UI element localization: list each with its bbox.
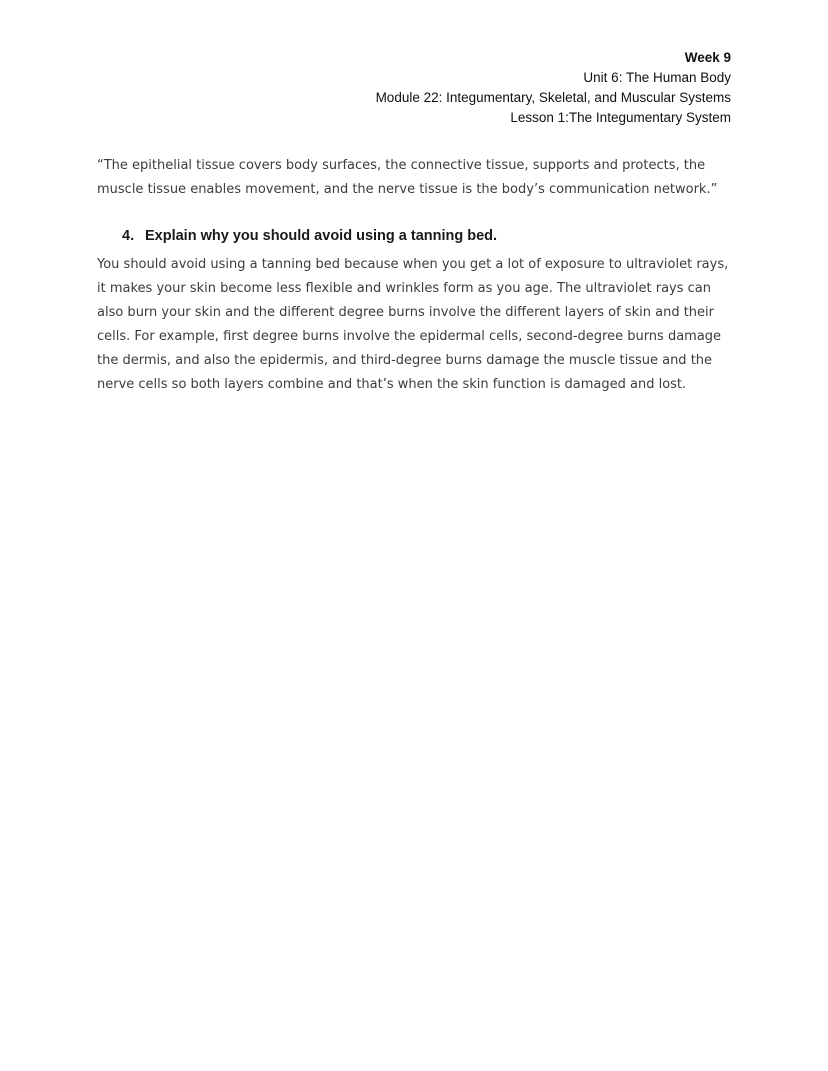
question-heading <box>97 226 731 247</box>
answer-paragraph: You should avoid using a tanning bed because when you get a lot of exposure to ultraviolet rays, it makes your skin become less flexible and wrinkles form as you age. The ultraviolet rays can also burn your skin and the different degree burns involve the different layers of skin and their cells. For example, first degree burns involve the epidermal cells, second-degree burns damage the dermis, and also the epidermis, and third-degree burns damage the muscle tissue and the nerve cells so both layers combine and that’s when the skin function is damaged and lost. <box>97 257 729 392</box>
quote-paragraph: “The epithelial tissue covers body surfaces, the connective tissue, supports and protects, the muscle tissue enables movement, and the nerve tissue is the body’s communication network.” <box>97 158 718 197</box>
header-module: Module 22: Integumentary, Skeletal, and Muscular Systems <box>375 90 731 105</box>
header-week: Week 9 <box>684 50 731 65</box>
header-unit: Unit 6: The Human Body <box>583 70 731 85</box>
document-header <box>97 48 731 128</box>
question-text: Explain why you should avoid using a tanning bed. <box>145 228 498 244</box>
question-number: 4. <box>122 228 135 244</box>
header-lesson: Lesson 1:The Integumentary System <box>510 110 731 125</box>
